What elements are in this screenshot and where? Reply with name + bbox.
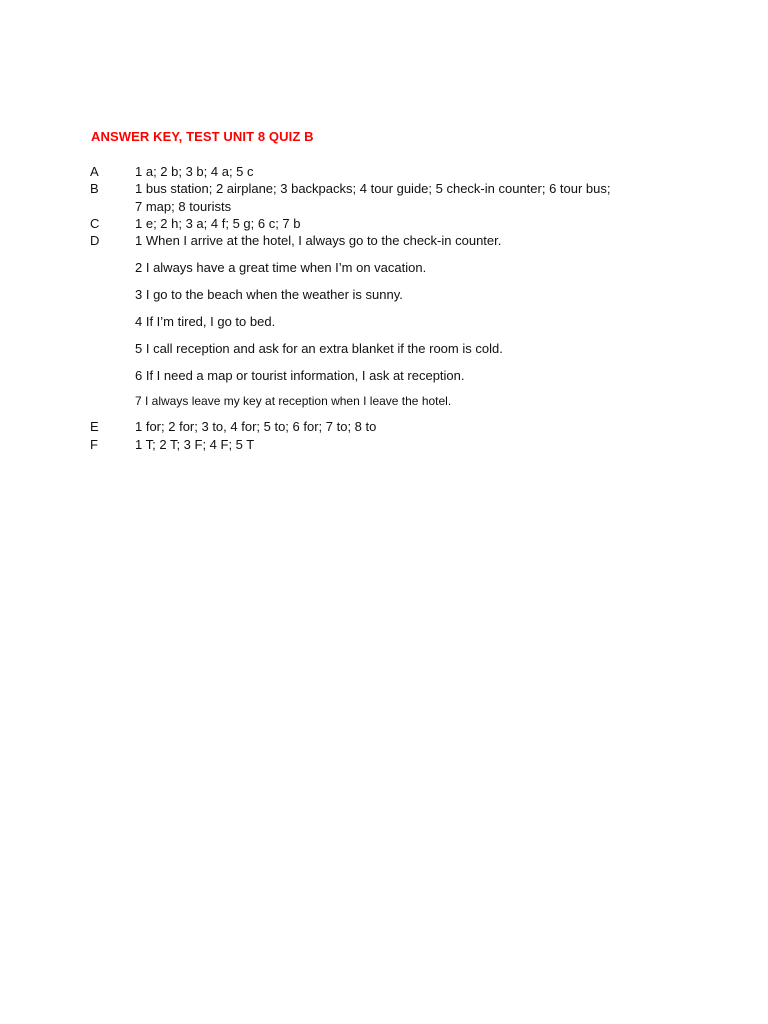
section-d-item: 4 If I’m tired, I go to bed. (135, 314, 276, 329)
section-f-answers: 1 T; 2 T; 3 F; 4 F; 5 T (135, 437, 255, 452)
section-d-item: 7 I always leave my key at reception when I leave the hotel. (135, 394, 452, 408)
section-a-answers: 1 a; 2 b; 3 b; 4 a; 5 c (135, 164, 254, 179)
section-d-letter: D (90, 233, 100, 248)
section-c-letter: C (90, 216, 100, 231)
section-a-letter: A (90, 164, 99, 179)
section-f-letter: F (90, 437, 98, 452)
section-e-letter: E (90, 419, 99, 434)
section-b-letter: B (90, 181, 99, 196)
section-d-item: 3 I go to the beach when the weather is sunny. (135, 287, 403, 302)
section-d-item: 6 If I need a map or tourist information, I ask at reception. (135, 368, 465, 383)
section-b-answers-line2: 7 map; 8 tourists (135, 199, 232, 214)
section-c-answers: 1 e; 2 h; 3 a; 4 f; 5 g; 6 c; 7 b (135, 216, 301, 231)
section-d-item: 2 I always have a great time when I’m on vacation. (135, 260, 427, 275)
section-b-answers-line1: 1 bus station; 2 airplane; 3 backpacks; 4 tour guide; 5 check-in counter; 6 tour bus; (135, 181, 611, 196)
section-d-item: 1 When I arrive at the hotel, I always go to the check-in counter. (135, 233, 502, 248)
section-e-answers: 1 for; 2 for; 3 to, 4 for; 5 to; 6 for; 7 to; 8 to (135, 419, 377, 434)
section-d-item: 5 I call reception and ask for an extra blanket if the room is cold. (135, 341, 503, 356)
page-title: ANSWER KEY, TEST UNIT 8 QUIZ B (91, 129, 314, 144)
